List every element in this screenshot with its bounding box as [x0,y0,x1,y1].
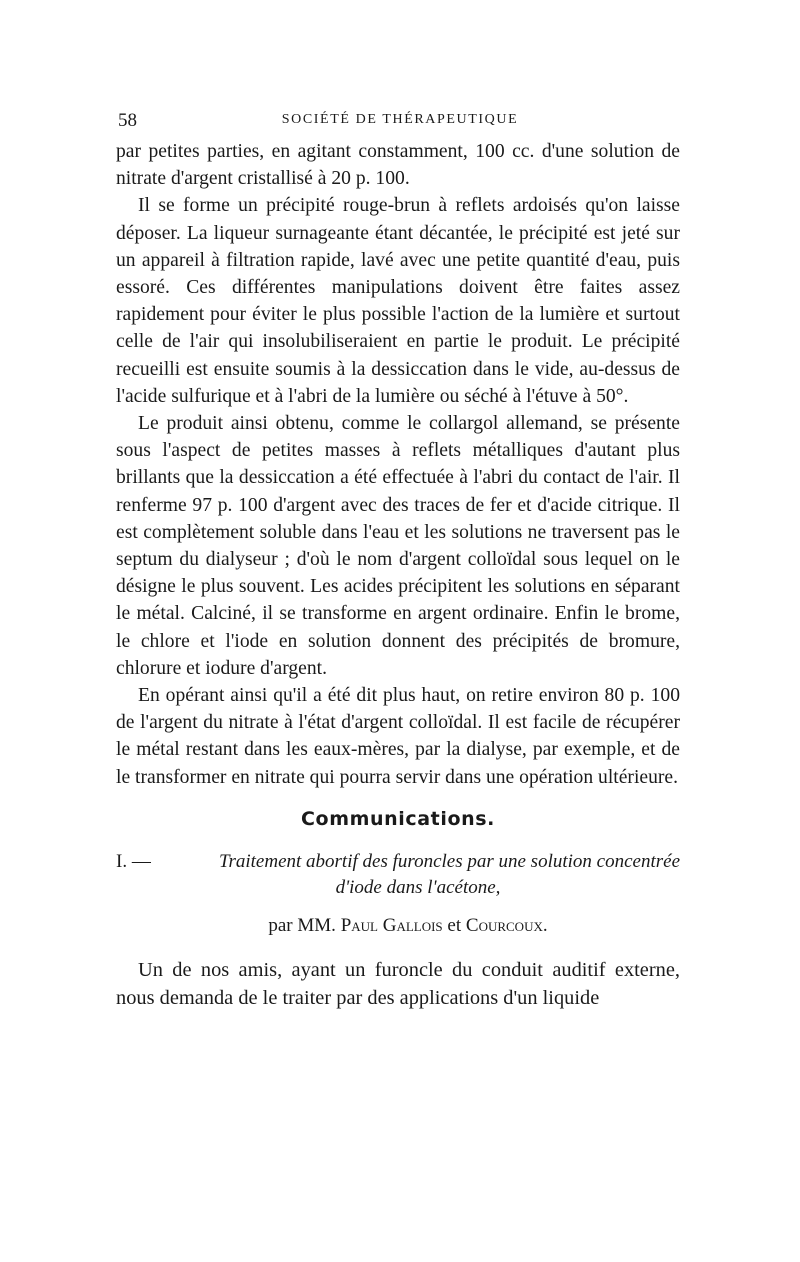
section-heading: Communications. [301,807,495,830]
author-name: Courcoux. [465,914,548,936]
author-name: Paul Gallois [340,914,443,936]
running-header [116,106,680,136]
paragraph: Le produit ainsi obtenu, comme le collargol allemand, se présente sous l'aspect de petites masses à reflets métalliques d'autant plus brillants que la dessiccation a été effectuée à l'abri du contact de l'air. Il renferme 97 p. 100 d'argent avec des traces de fer et d'acide citrique. Il est complètement soluble dans l'eau et les solutions ne traversent pas le septum du dialyseur ; d'où le nom d'argent colloïdal sous lequel on le désigne le plus souvent. Les acides précipitent les solutions en séparant le métal. Calciné, il se transforme en argent ordinaire. Enfin le brome, le chlore et l'iode en solution donnent des précipités de bromure, chlorure et iodure d'argent. [116,413,680,679]
authors-conjunction: et [447,914,462,936]
authors-prefix: par MM. [268,914,336,936]
article-body [116,956,680,1012]
document-page [116,106,680,1012]
paragraph: En opérant ainsi qu'il a été dit plus haut, on retire environ 80 p. 100 de l'argent du nitrate à l'état d'argent colloïdal. Il est facile de récupérer le métal restant dans les eaux-mères, par la dialyse, par exemple, et de le transformer en nitrate qui pourra servir dans une opération ultérieure. [116,685,680,788]
paragraph: Il se forme un précipité rouge-brun à reflets ardoisés qu'on laisse déposer. La liqueur surnageante étant décantée, le précipité est jeté sur un appareil à filtration rapide, lavé avec une petite quantité d'eau, puis essoré. Ces différentes manipulations doivent être faites assez rapidement pour éviter le plus possible l'action de la lumière et surtout celle de l'air qui insolubiliseraient en partie le produit. Le précipité recueilli est ensuite soumis à la dessiccation dans le vide, au-dessus de l'acide sulfurique et à l'abri de la lumière ou séché à l'étuve à 50°. [116,195,680,407]
body-text [116,138,680,791]
article-title [116,849,680,901]
article-authors [116,913,680,939]
article-title-line-1: Traitement abortif des furoncles par une solution concentrée [218,850,680,872]
article-title-line-2: d'iode dans l'acétone, [335,876,501,898]
running-title: SOCIÉTÉ DE THÉRAPEUTIQUE [281,112,519,127]
paragraph: Un de nos amis, ayant un furoncle du conduit auditif externe, nous demanda de le traiter par des applications d'un liquide [116,958,680,1009]
page-number: 58 [118,110,137,131]
paragraph: par petites parties, en agitant constamment, 100 cc. d'une solution de nitrate d'argent cristallisé à 20 p. 100. [116,141,680,190]
article-number: I. — [116,850,151,872]
